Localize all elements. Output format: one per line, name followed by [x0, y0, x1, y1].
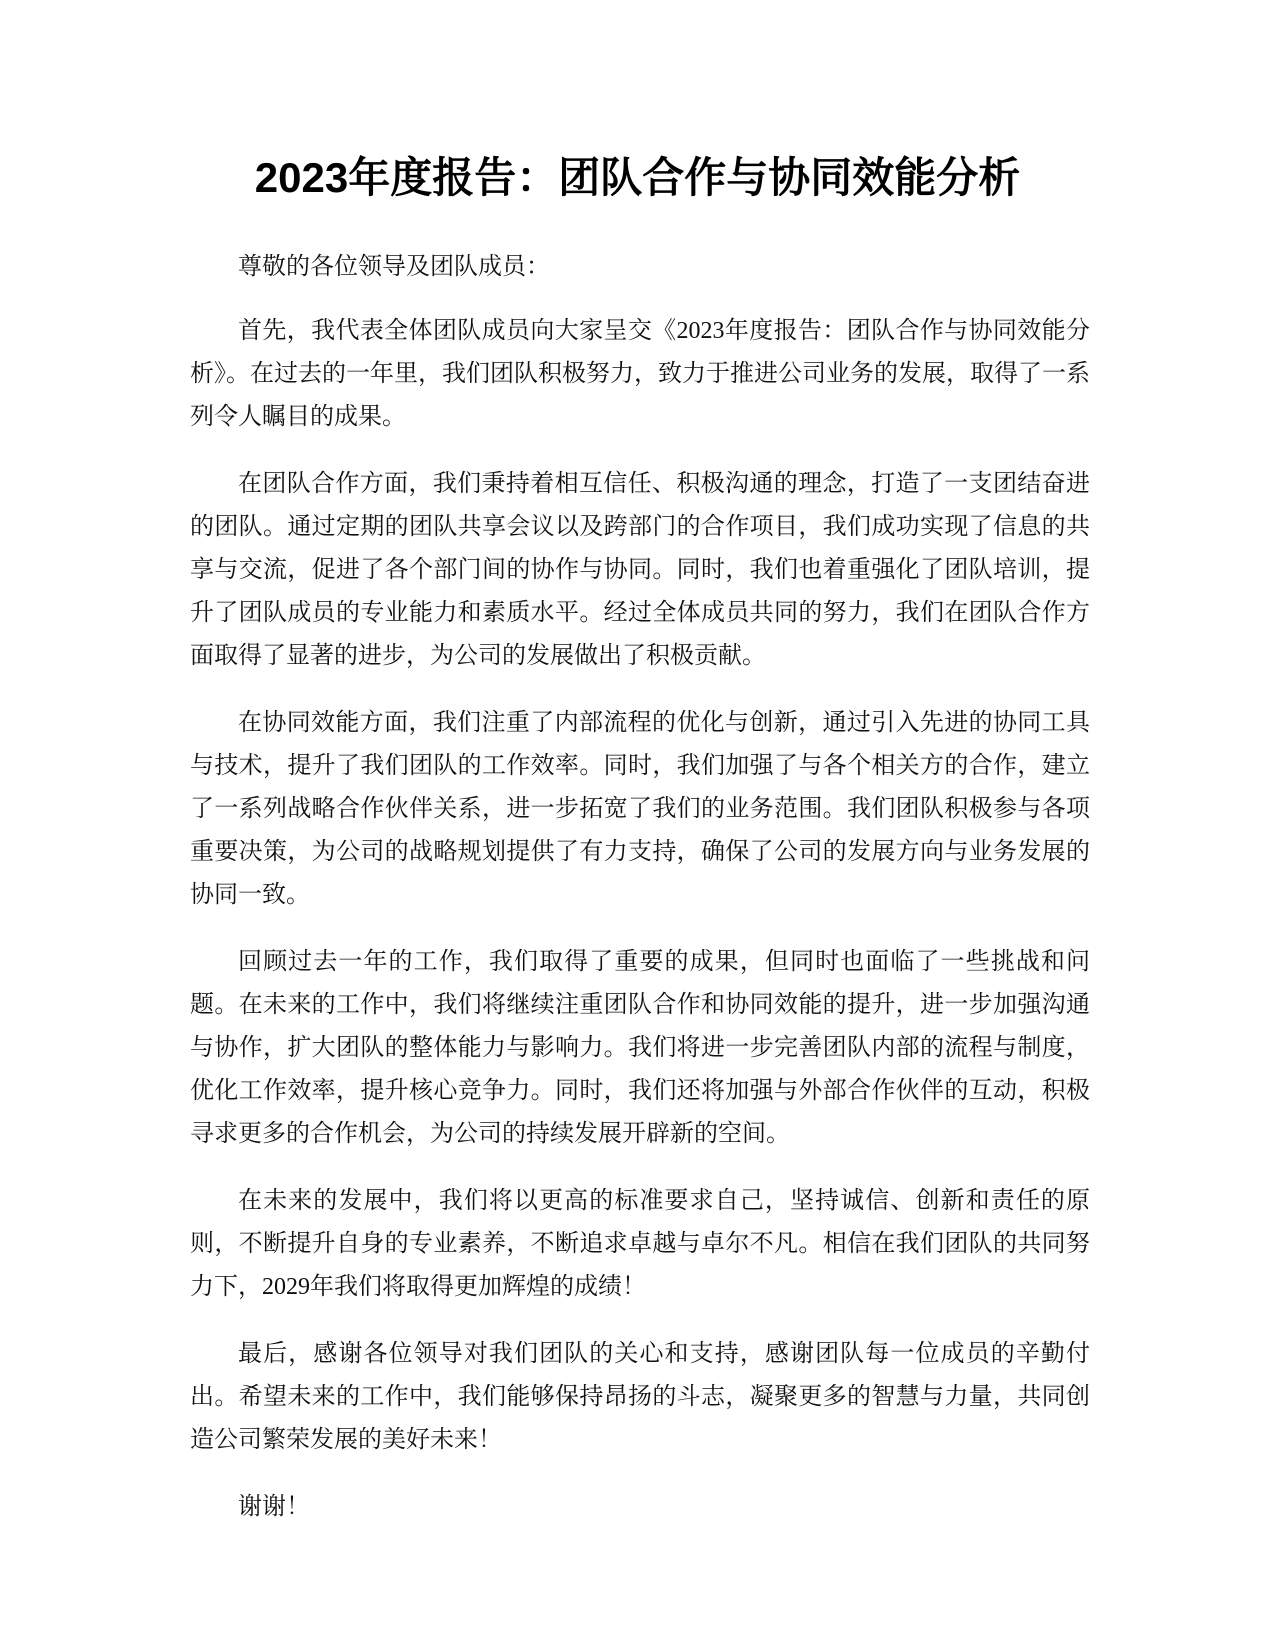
- paragraph-teamwork: 在团队合作方面，我们秉持着相互信任、积极沟通的理念，打造了一支团结奋进的团队。通过定期的团队共享会议以及跨部门的合作项目，我们成功实现了信息的共享与交流，促进了各个部门间的协作与协同。同时，我们也着重强化了团队培训，提升了团队成员的专业能力和素质水平。经过全体成员共同的努力，我们在团队合作方面取得了显著的进步，为公司的发展做出了积极贡献。: [190, 471, 1090, 669]
- paragraph-review: 回顾过去一年的工作，我们取得了重要的成果，但同时也面临了一些挑战和问题。在未来的工作中，我们将继续注重团队合作和协同效能的提升，进一步加强沟通与协作，扩大团队的整体能力与影响力。我们将进一步完善团队内部的流程与制度，优化工作效率，提升核心竞争力。同时，我们还将加强与外部合作伙伴的互动，积极寻求更多的合作机会，为公司的持续发展开辟新的空间。: [190, 949, 1090, 1147]
- paragraph-thanks: 最后，感谢各位领导对我们团队的关心和支持，感谢团队每一位成员的辛勤付出。希望未来的工作中，我们能够保持昂扬的斗志，凝聚更多的智慧与力量，共同创造公司繁荣发展的美好未来！: [190, 1341, 1090, 1453]
- paragraph-intro: 首先，我代表全体团队成员向大家呈交《2023年度报告：团队合作与协同效能分析》。在过去的一年里，我们团队积极努力，致力于推进公司业务的发展，取得了一系列令人瞩目的成果。: [190, 318, 1090, 430]
- closing: 谢谢！: [238, 1494, 310, 1520]
- document-body: [190, 246, 1090, 1553]
- document-title: 2023年度报告：团队合作与协同效能分析: [254, 154, 1021, 201]
- salutation: 尊敬的各位领导及团队成员：: [238, 254, 550, 280]
- paragraph-synergy: 在协同效能方面，我们注重了内部流程的优化与创新，通过引入先进的协同工具与技术，提升了我们团队的工作效率。同时，我们加强了与各个相关方的合作，建立了一系列战略合作伙伴关系，进一步拓宽了我们的业务范围。我们团队积极参与各项重要决策，为公司的战略规划提供了有力支持，确保了公司的发展方向与业务发展的协同一致。: [190, 710, 1090, 908]
- paragraph-future: 在未来的发展中，我们将以更高的标准要求自己，坚持诚信、创新和责任的原则，不断提升自身的专业素养，不断追求卓越与卓尔不凡。相信在我们团队的共同努力下，2029年我们将取得更加辉煌的成绩！: [190, 1188, 1090, 1300]
